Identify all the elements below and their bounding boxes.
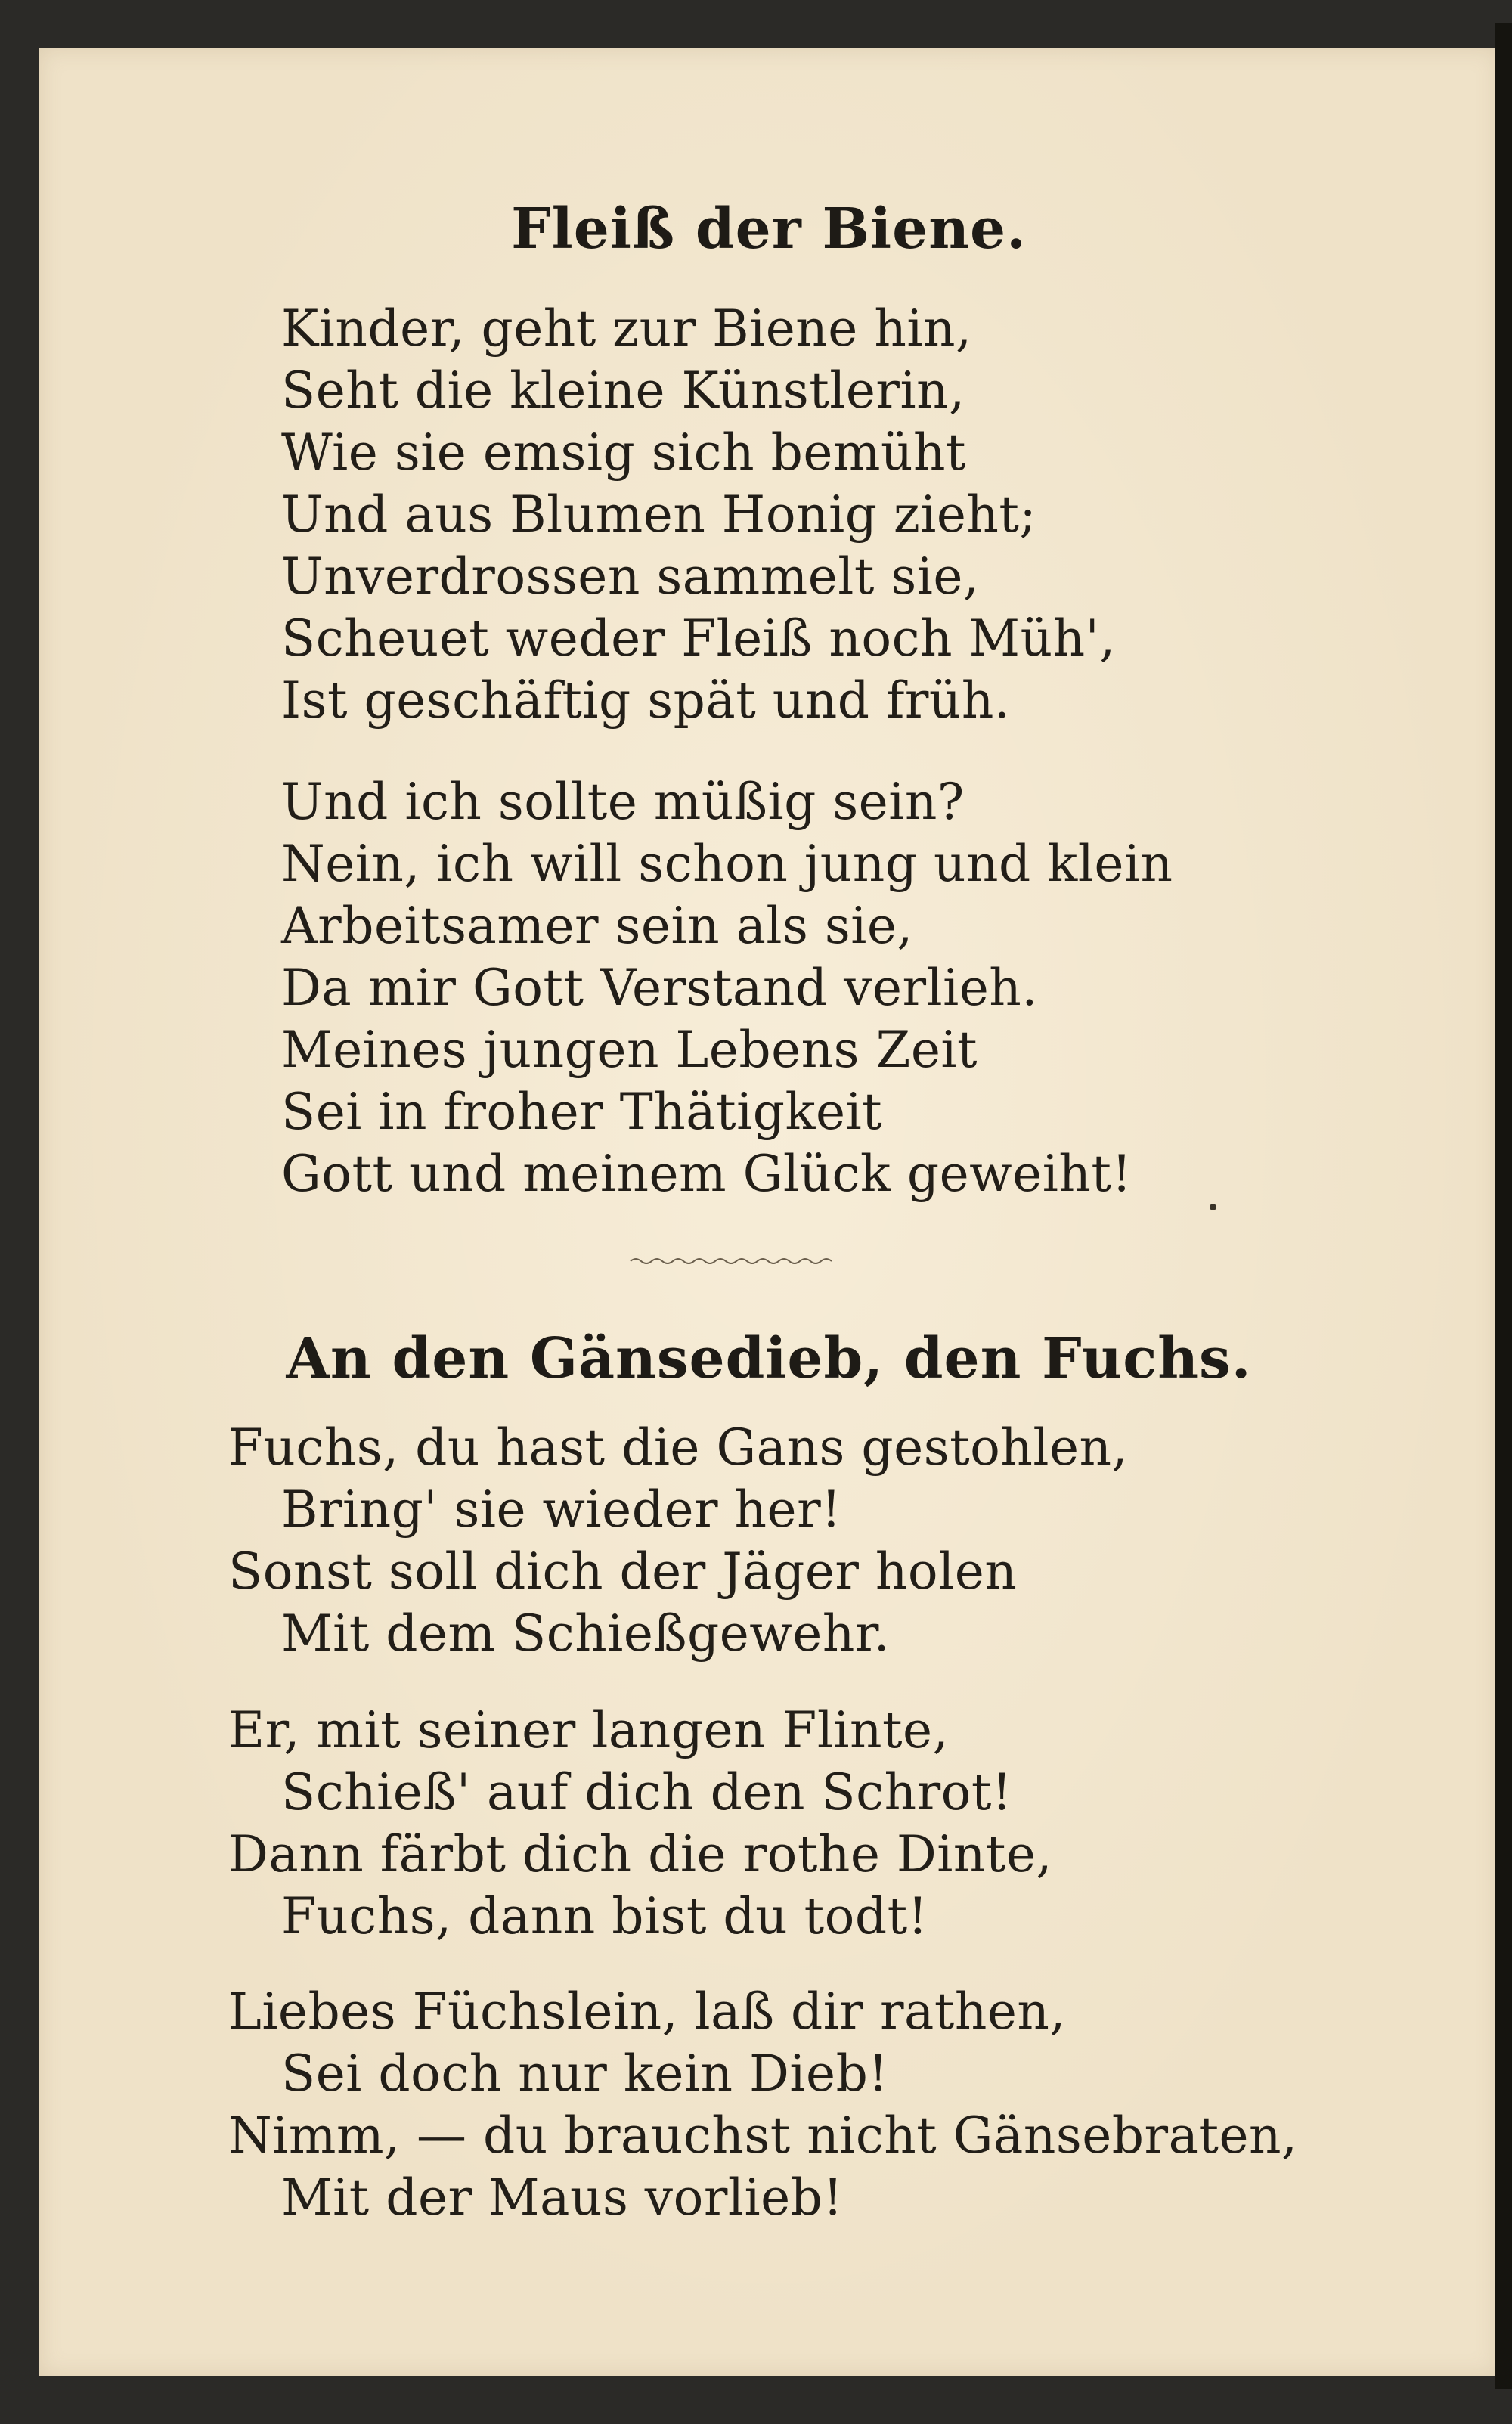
poem-line: Scheuet weder Fleiß noch Müh',: [281, 609, 1116, 668]
poem-line: Seht die kleine Künstlerin,: [281, 361, 965, 420]
poem-line: Sei doch nur kein Dieb!: [281, 2044, 889, 2103]
poem-line: Und aus Blumen Honig zieht;: [281, 485, 1037, 544]
poem-line: Schieß' auf dich den Schrot!: [281, 1763, 1012, 1821]
poem-line: Sonst soll dich der Jäger holen: [228, 1542, 1018, 1601]
poem-line: Unverdrossen sammelt sie,: [281, 547, 980, 606]
poem-line: Er, mit seiner langen Flinte,: [228, 1701, 950, 1759]
poem2-stanza-2: [228, 1700, 1052, 1948]
ornamental-divider: [629, 1256, 833, 1266]
poem-line: Sei in froher Thätigkeit: [281, 1083, 883, 1141]
poem1-stanza-2: [281, 771, 1173, 1205]
poem-line: Mit der Maus vorlieb!: [281, 2168, 844, 2227]
poem-line: Wie sie emsig sich bemüht: [281, 423, 967, 482]
poem-line: Mit dem Schießgewehr.: [281, 1604, 891, 1663]
poem-line: Fuchs, dann bist du todt!: [281, 1887, 928, 1945]
poem-line: Gott und meinem Glück geweiht!: [281, 1145, 1132, 1203]
poem-line: Fuchs, du hast die Gans gestohlen,: [228, 1418, 1128, 1477]
poem2-stanza-3: [228, 1981, 1298, 2229]
poem-line: Meines jungen Lebens Zeit: [281, 1021, 978, 1079]
poem-line: Da mir Gott Verstand verlieh.: [281, 959, 1038, 1017]
poem1-stanza-1: [281, 298, 1116, 732]
poem-line: Liebes Füchslein, laß dir rathen,: [228, 1982, 1066, 2041]
poem-line: Kinder, geht zur Biene hin,: [281, 299, 972, 358]
poem-line: Nein, ich will schon jung und klein: [281, 835, 1173, 893]
poem-line: Dann färbt dich die rothe Dinte,: [228, 1825, 1052, 1883]
poem2-stanza-1: [228, 1417, 1128, 1665]
poem-title-an-den-gaensedieb: An den Gänsedieb, den Fuchs.: [286, 1326, 1252, 1391]
book-page: [39, 48, 1498, 2376]
paper-speck: [1210, 1204, 1216, 1210]
poem-title-fleiss-der-biene: Fleiß der Biene.: [511, 197, 1027, 262]
poem-line: Ist geschäftig spät und früh.: [281, 671, 1011, 730]
page-edge-shadow: [1495, 23, 1512, 2389]
poem-line: Nimm, — du brauchst nicht Gänsebraten,: [228, 2106, 1298, 2165]
poem-line: Bring' sie wieder her!: [281, 1480, 842, 1539]
poem-line: Und ich sollte müßig sein?: [281, 773, 965, 831]
poem-line: Arbeitsamer sein als sie,: [281, 897, 913, 955]
